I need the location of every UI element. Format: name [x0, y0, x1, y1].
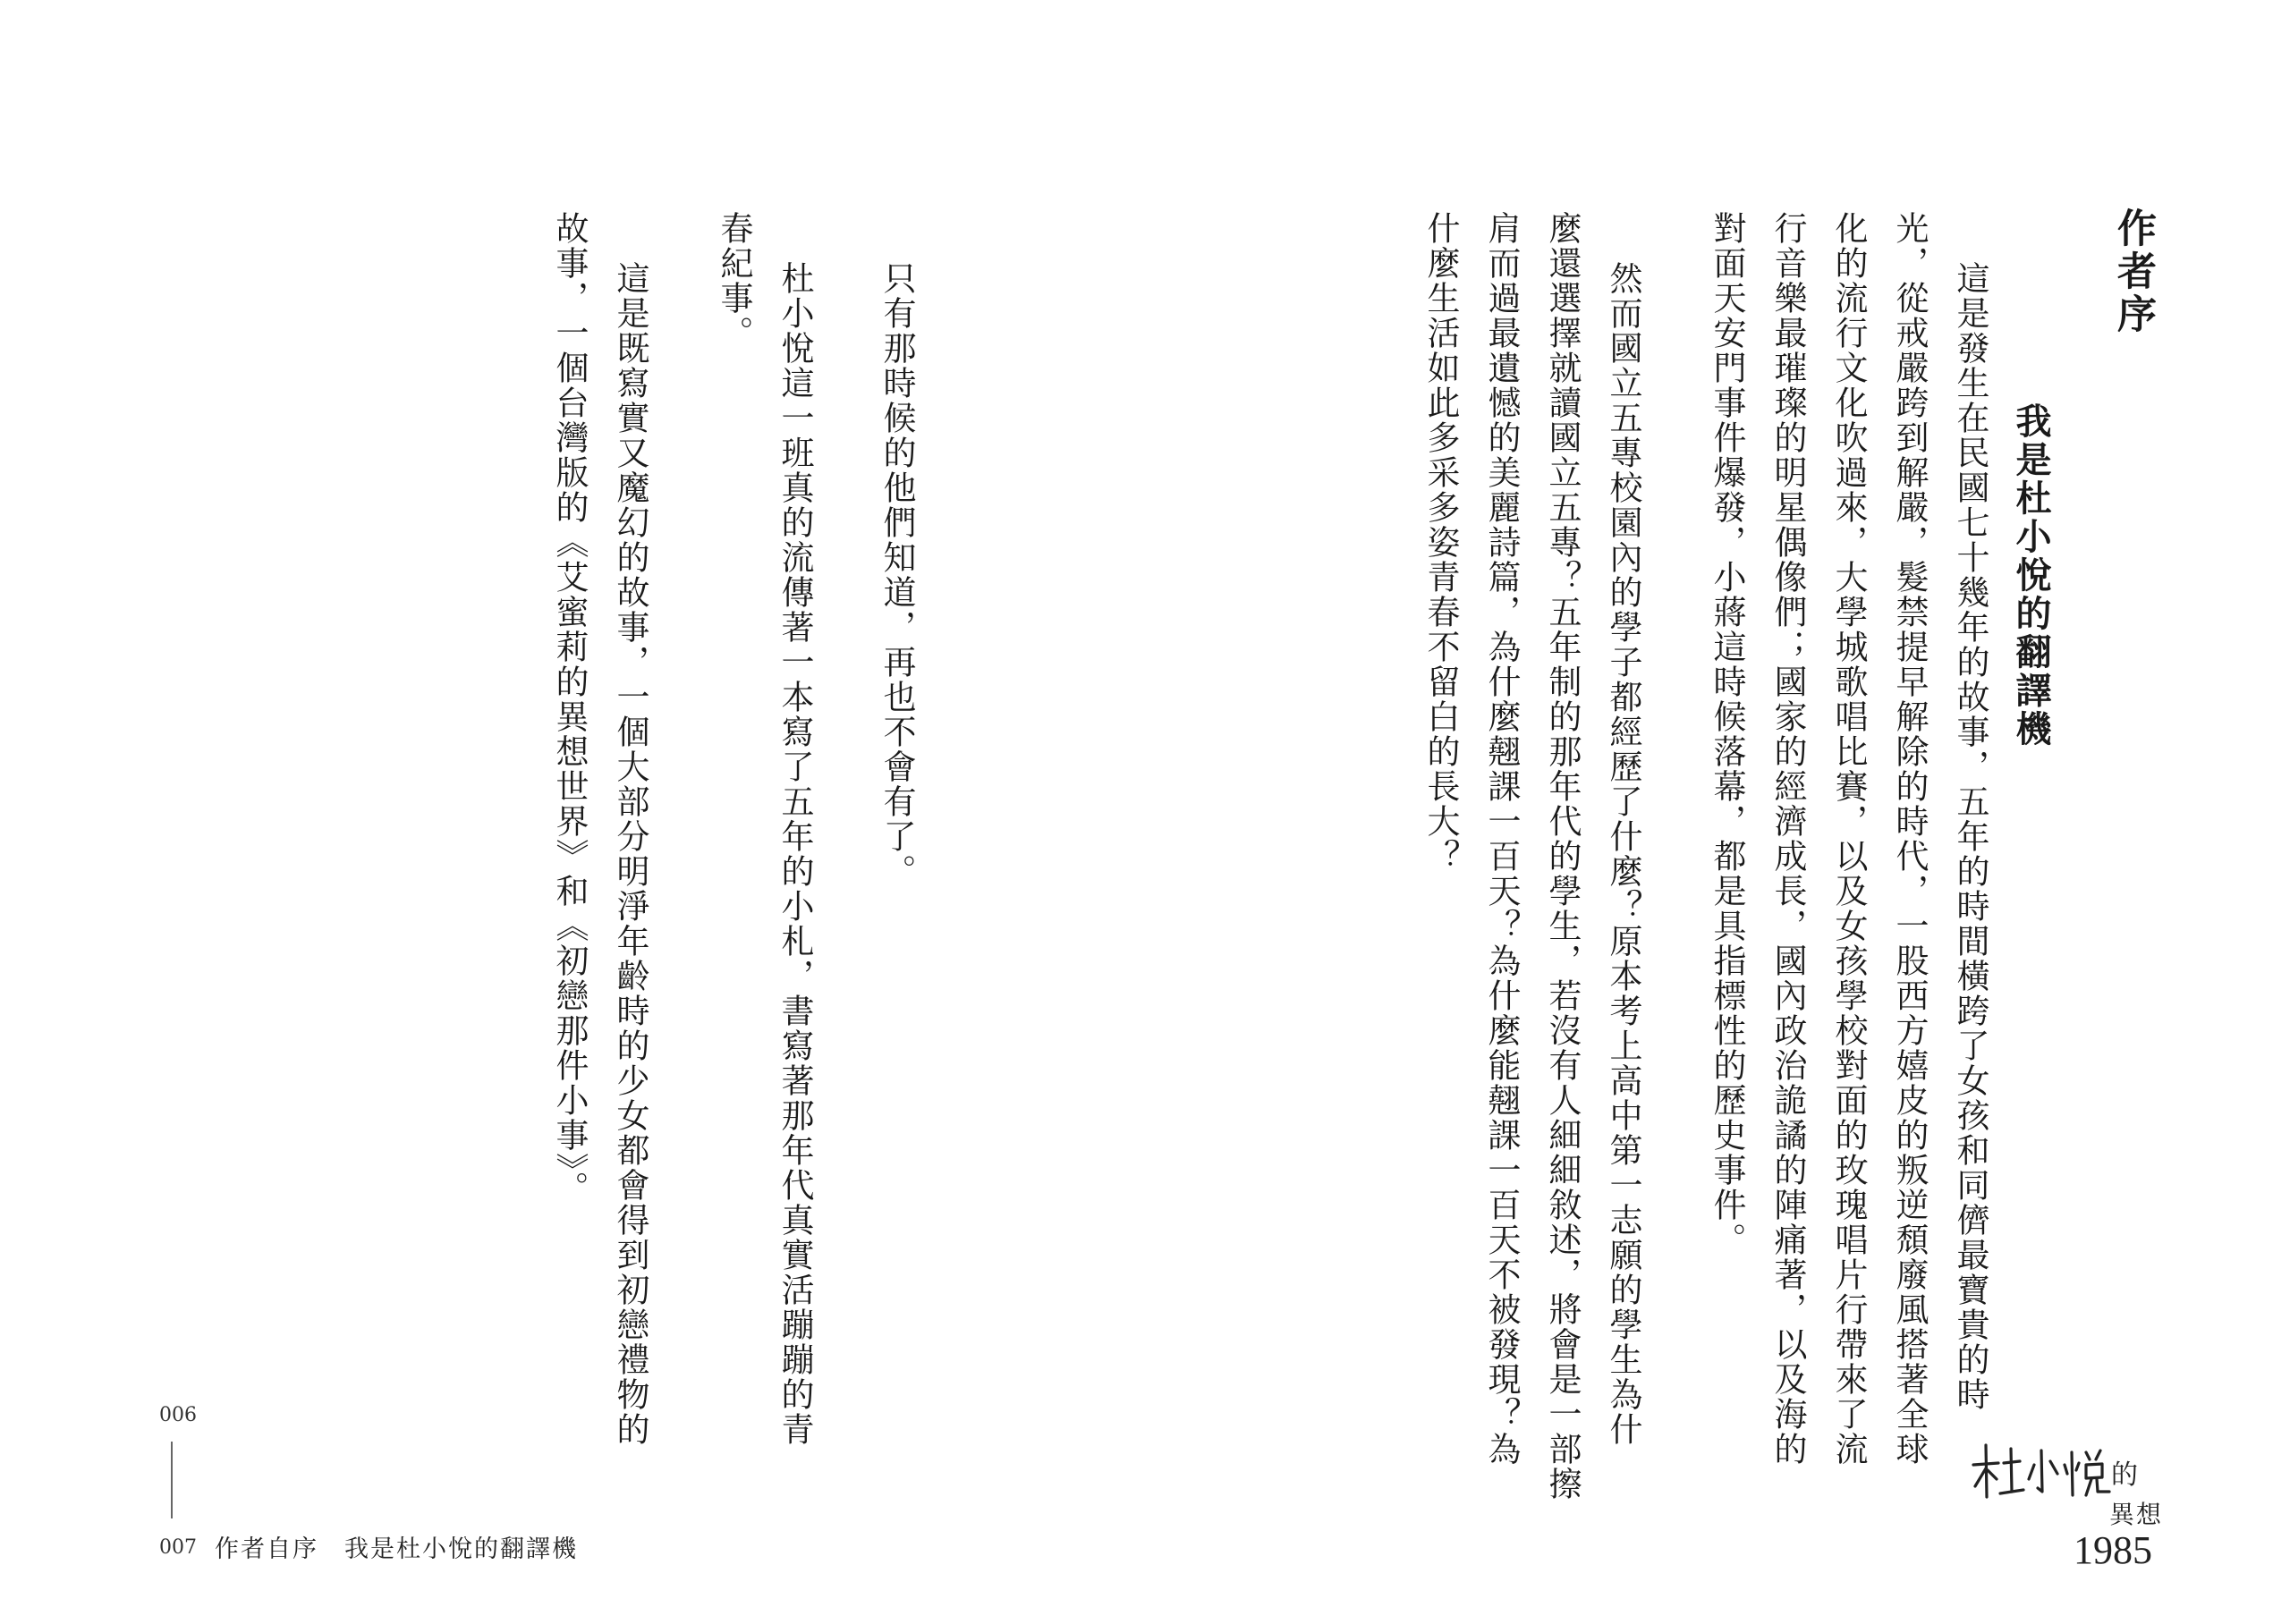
logo-yixiang: 異想: [2109, 1500, 2164, 1529]
body-column-13: 這是既寫實又魔幻的故事，一個大部分明淨年齡時的少女都會得到初戀禮物的: [611, 261, 649, 1447]
logo-year: 1985: [2074, 1528, 2152, 1572]
body-column-3: 化的流行文化吹過來，大學城歌唱比賽，以及女孩學校對面的玫瑰唱片行帶來了流: [1829, 211, 1868, 1467]
body-column-6: 然而國立五專校園內的學子都經歷了什麼？原本考上高中第一志願的學生為什: [1604, 261, 1642, 1447]
body-column-5: 對面天安門事件爆發，小蔣這時候落幕，都是具指標性的歷史事件。: [1708, 211, 1746, 1257]
logo-handwriting: [1968, 1433, 2116, 1513]
body-column-1: 這是發生在民國七十幾年的故事，五年的時間橫跨了女孩和同儕最寶貴的時: [1951, 261, 1989, 1412]
body-column-8: 肩而過最遺憾的美麗詩篇，為什麼翹課一百天？為什麼能翹課一百天不被發現？為: [1482, 211, 1521, 1467]
body-column-11: 杜小悅這一班真的流傳著一本寫了五年的小札，書寫著那年代真實活蹦蹦的青: [776, 261, 814, 1447]
running-head: 作者自序 我是杜小悅的翻譯機: [215, 1535, 578, 1563]
body-column-14: 故事，一個台灣版的《艾蜜莉的異想世界》和《初戀那件小事》。: [550, 211, 589, 1206]
page-title: 我是杜小悅的翻譯機: [2010, 402, 2052, 749]
page-number-left: 006: [159, 1404, 197, 1426]
body-column-9: 什麼生活如此多采多姿青春不留白的長大？: [1421, 211, 1460, 874]
page-number-right: 007: [159, 1536, 197, 1559]
body-column-7: 麼還選擇就讀國立五專？五年制的那年代的學生，若沒有人細細敘述，將會是一部擦: [1543, 211, 1582, 1501]
body-column-12: 春紀事。: [715, 211, 753, 351]
body-column-4: 行音樂最璀璨的明星偶像們；國家的經濟成長，國內政治詭譎的陣痛著，以及海的: [1768, 211, 1807, 1467]
logo-de: 的: [2111, 1459, 2138, 1491]
folio-divider: [171, 1442, 173, 1518]
body-column-10: 只有那時候的他們知道，再也不會有了。: [878, 261, 916, 889]
book-logo: [1968, 1433, 2165, 1576]
body-column-2: 光，從戒嚴跨到解嚴，髮禁提早解除的時代，一股西方嬉皮的叛逆頹廢風搭著全球: [1890, 211, 1929, 1467]
section-label: 作者序: [2110, 207, 2156, 336]
